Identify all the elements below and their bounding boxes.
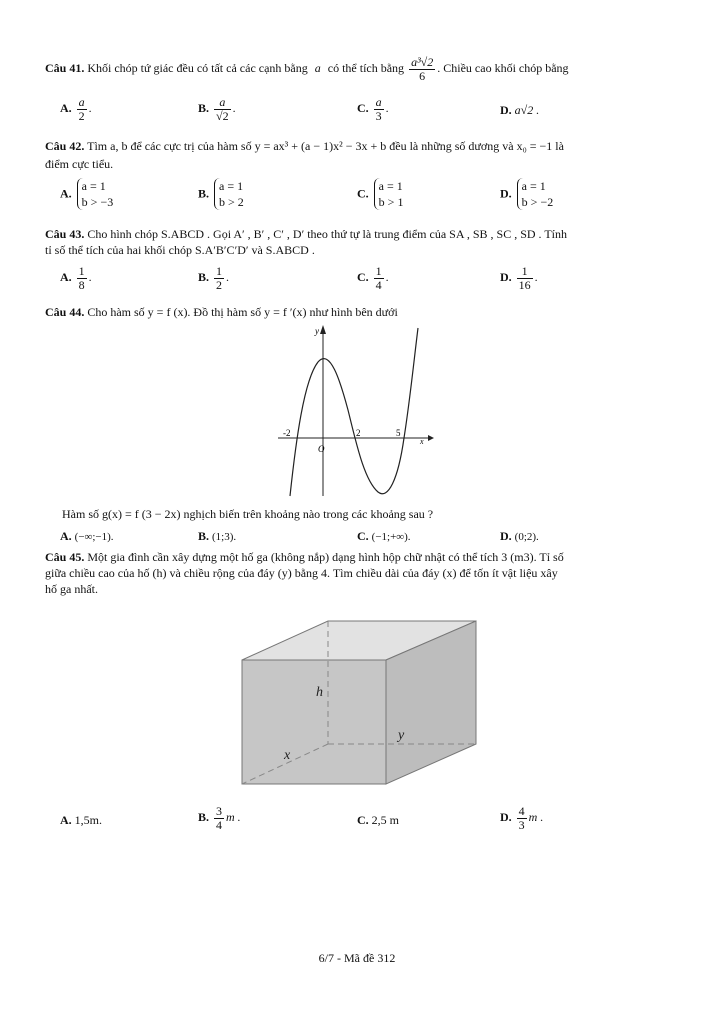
q43-option-d[interactable]: D. $\frac{1}{16}$ . (500, 264, 538, 292)
q44-derivative-graph (278, 320, 440, 500)
q45-label: Câu 45. (45, 550, 85, 564)
q41-text-c: . Chiều cao khối chóp bằng (437, 60, 569, 75)
tick-neg2: -2 (283, 428, 291, 438)
q44-question: Hàm số g(x) = f (3 − 2x) nghịch biến trên khoảng nào trong các khoảng sau ? (62, 507, 434, 521)
q45-option-d[interactable]: D. $\frac{4}{3}$ m . (500, 804, 544, 832)
q42-stem-line2: điểm cực tiểu. (45, 157, 114, 171)
q44-stem (45, 305, 398, 320)
box-label-h: h (316, 685, 323, 700)
page-footer: 6/7 - Mã đề 312 (318, 951, 396, 965)
q43-option-a[interactable]: A. $\frac{1}{8}$ . (60, 264, 92, 292)
q44-option-b[interactable]: B. (1;3). (198, 529, 237, 543)
q45-option-a[interactable]: A. 1,5m. (60, 813, 103, 827)
q42-option-b[interactable]: B. a = 1 b > 2 (198, 179, 244, 210)
q45-option-b[interactable]: B. $\frac{3}{4}$ m . (198, 804, 241, 832)
x-axis-label: x (420, 437, 424, 446)
box-label-y: y (398, 728, 405, 743)
origin-label: O (318, 444, 325, 454)
y-axis-arrow (320, 325, 326, 334)
q42-stem (45, 139, 564, 154)
q44-option-a[interactable]: A. (−∞;−1). (60, 529, 114, 543)
q44-line1: Cho hàm số y = f (x). Đồ thị hàm số y = f ′(x) như hình bên dưới (87, 305, 398, 319)
derivative-curve (290, 328, 418, 496)
q44-label: Câu 44. (45, 305, 85, 319)
q41-label: Câu 41. (45, 60, 85, 75)
q45-stem (45, 550, 564, 565)
q45-stem-line2: giữa chiều cao của hố (h) và chiều rộng của đáy (y) bằng 4. Tìm chiều dài của đáy (x) để tốn ít vật liệu xây (45, 566, 558, 580)
q43-option-b[interactable]: B. $\frac{1}{2}$ . (198, 264, 230, 292)
tick-5: 5 (396, 428, 401, 438)
q45-line1: Một gia đình cần xây dựng một hố ga (không nắp) dạng hình hộp chữ nhật có thể tích 3 (m3). Tỉ số (87, 550, 564, 564)
tick-2: 2 (356, 428, 361, 438)
y-axis-label: y (315, 326, 319, 336)
q41-option-a[interactable]: A. $\frac{a}{2}$ . (60, 95, 92, 123)
q41-stem (45, 56, 569, 82)
q41-text-a: Khối chóp tứ giác đều có tất cả các cạnh bằng (87, 60, 308, 75)
x-axis-arrow (428, 435, 434, 441)
q41-option-b[interactable]: B. $\frac{a}{√2}$ . (198, 95, 236, 123)
q42-option-a[interactable]: A. a = 1 b > −3 (60, 179, 114, 210)
q43-option-c[interactable]: C. $\frac{1}{4}$ . (357, 264, 389, 292)
q44-option-d[interactable]: D. (0;2). (500, 529, 539, 543)
q45-stem-line3: hố ga nhất. (45, 582, 98, 596)
q41-var-a: a (314, 60, 321, 75)
q41-option-d[interactable]: D. a√2 . (500, 103, 540, 117)
q42-line1: Tìm a, b để các cực trị của hàm số y = ax³ + (a − 1)x² − 3x + b đều là những số dương và x₀ = −1 là (87, 139, 564, 153)
q45-box-diagram (236, 618, 480, 790)
q42-option-d[interactable]: D. a = 1 b > −2 (500, 179, 554, 210)
q41-option-c[interactable]: C. $\frac{a}{3}$ . (357, 95, 389, 123)
q41-volume-fraction: $\frac{\text{a³√2}}{6}$ (411, 55, 434, 83)
q43-label: Câu 43. (45, 227, 85, 241)
box-label-x: x (284, 748, 291, 763)
q42-option-c[interactable]: C. a = 1 b > 1 (357, 179, 404, 210)
q42-label: Câu 42. (45, 139, 85, 153)
q43-line1: Cho hình chóp S.ABCD . Gọi A′ , B′ , C′ , D′ theo thứ tự là trung điểm của SA , SB , SC , SD . Tính (87, 227, 567, 241)
q45-option-c[interactable]: C. 2,5 m (357, 813, 400, 827)
q41-text-b: có thể tích bằng (327, 60, 405, 75)
q43-stem-line2: tỉ số thể tích của hai khối chóp S.A′B′C′D′ và S.ABCD . (45, 243, 315, 257)
box-front-face (242, 660, 386, 784)
q44-option-c[interactable]: C. (−1;+∞). (357, 529, 411, 543)
q43-stem (45, 227, 567, 242)
